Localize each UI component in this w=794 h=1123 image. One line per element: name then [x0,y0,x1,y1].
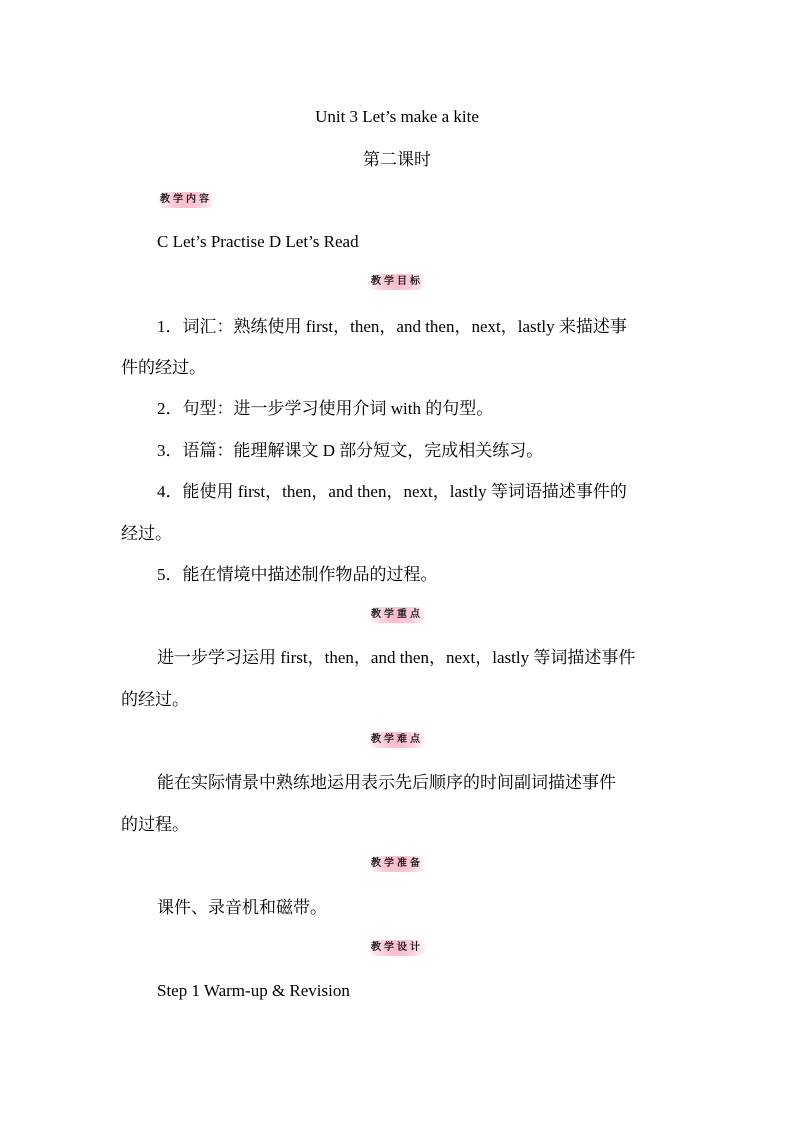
step-1-heading: Step 1 Warm-up & Revision [157,981,350,1000]
objective-3: 3．语篇：能理解课文 D 部分短文，完成相关练习。 [157,441,544,460]
page-subtitle: 第二课时 [363,150,431,169]
objectives-heading-badge: 教学目标 [368,274,426,290]
key-points-heading-badge: 教学重点 [368,607,426,623]
objective-2: 2．句型：进一步学习使用介词 with 的句型。 [157,399,494,418]
content-text: C Let’s Practise D Let’s Read [157,232,359,251]
difficulties-heading-badge: 教学难点 [368,732,426,748]
difficulties-line1: 能在实际情景中熟练地运用表示先后顺序的时间副词描述事件 [157,773,616,792]
difficulties-line2: 的过程。 [121,815,189,834]
preparation-heading-badge: 教学准备 [368,856,426,872]
objective-4-line2: 经过。 [121,524,172,543]
preparation-text: 课件、录音机和磁带。 [157,898,327,917]
content-heading-badge: 教学内容 [157,192,215,208]
key-points-line1: 进一步学习运用 first，then，and then，next，lastly 等词描述事件 [157,648,636,667]
objective-5: 5．能在情境中描述制作物品的过程。 [157,565,438,584]
design-heading-badge: 教学设计 [368,940,426,956]
key-points-line2: 的经过。 [121,690,189,709]
objective-4-line1: 4．能使用 first，then，and then，next，lastly 等词语描述事件的 [157,482,627,501]
objective-1-line1: 1．词汇：熟练使用 first，then，and then，next，lastly 来描述事 [157,317,627,336]
page-title: Unit 3 Let’s make a kite [315,107,479,126]
objective-1-line2: 件的经过。 [121,358,206,377]
